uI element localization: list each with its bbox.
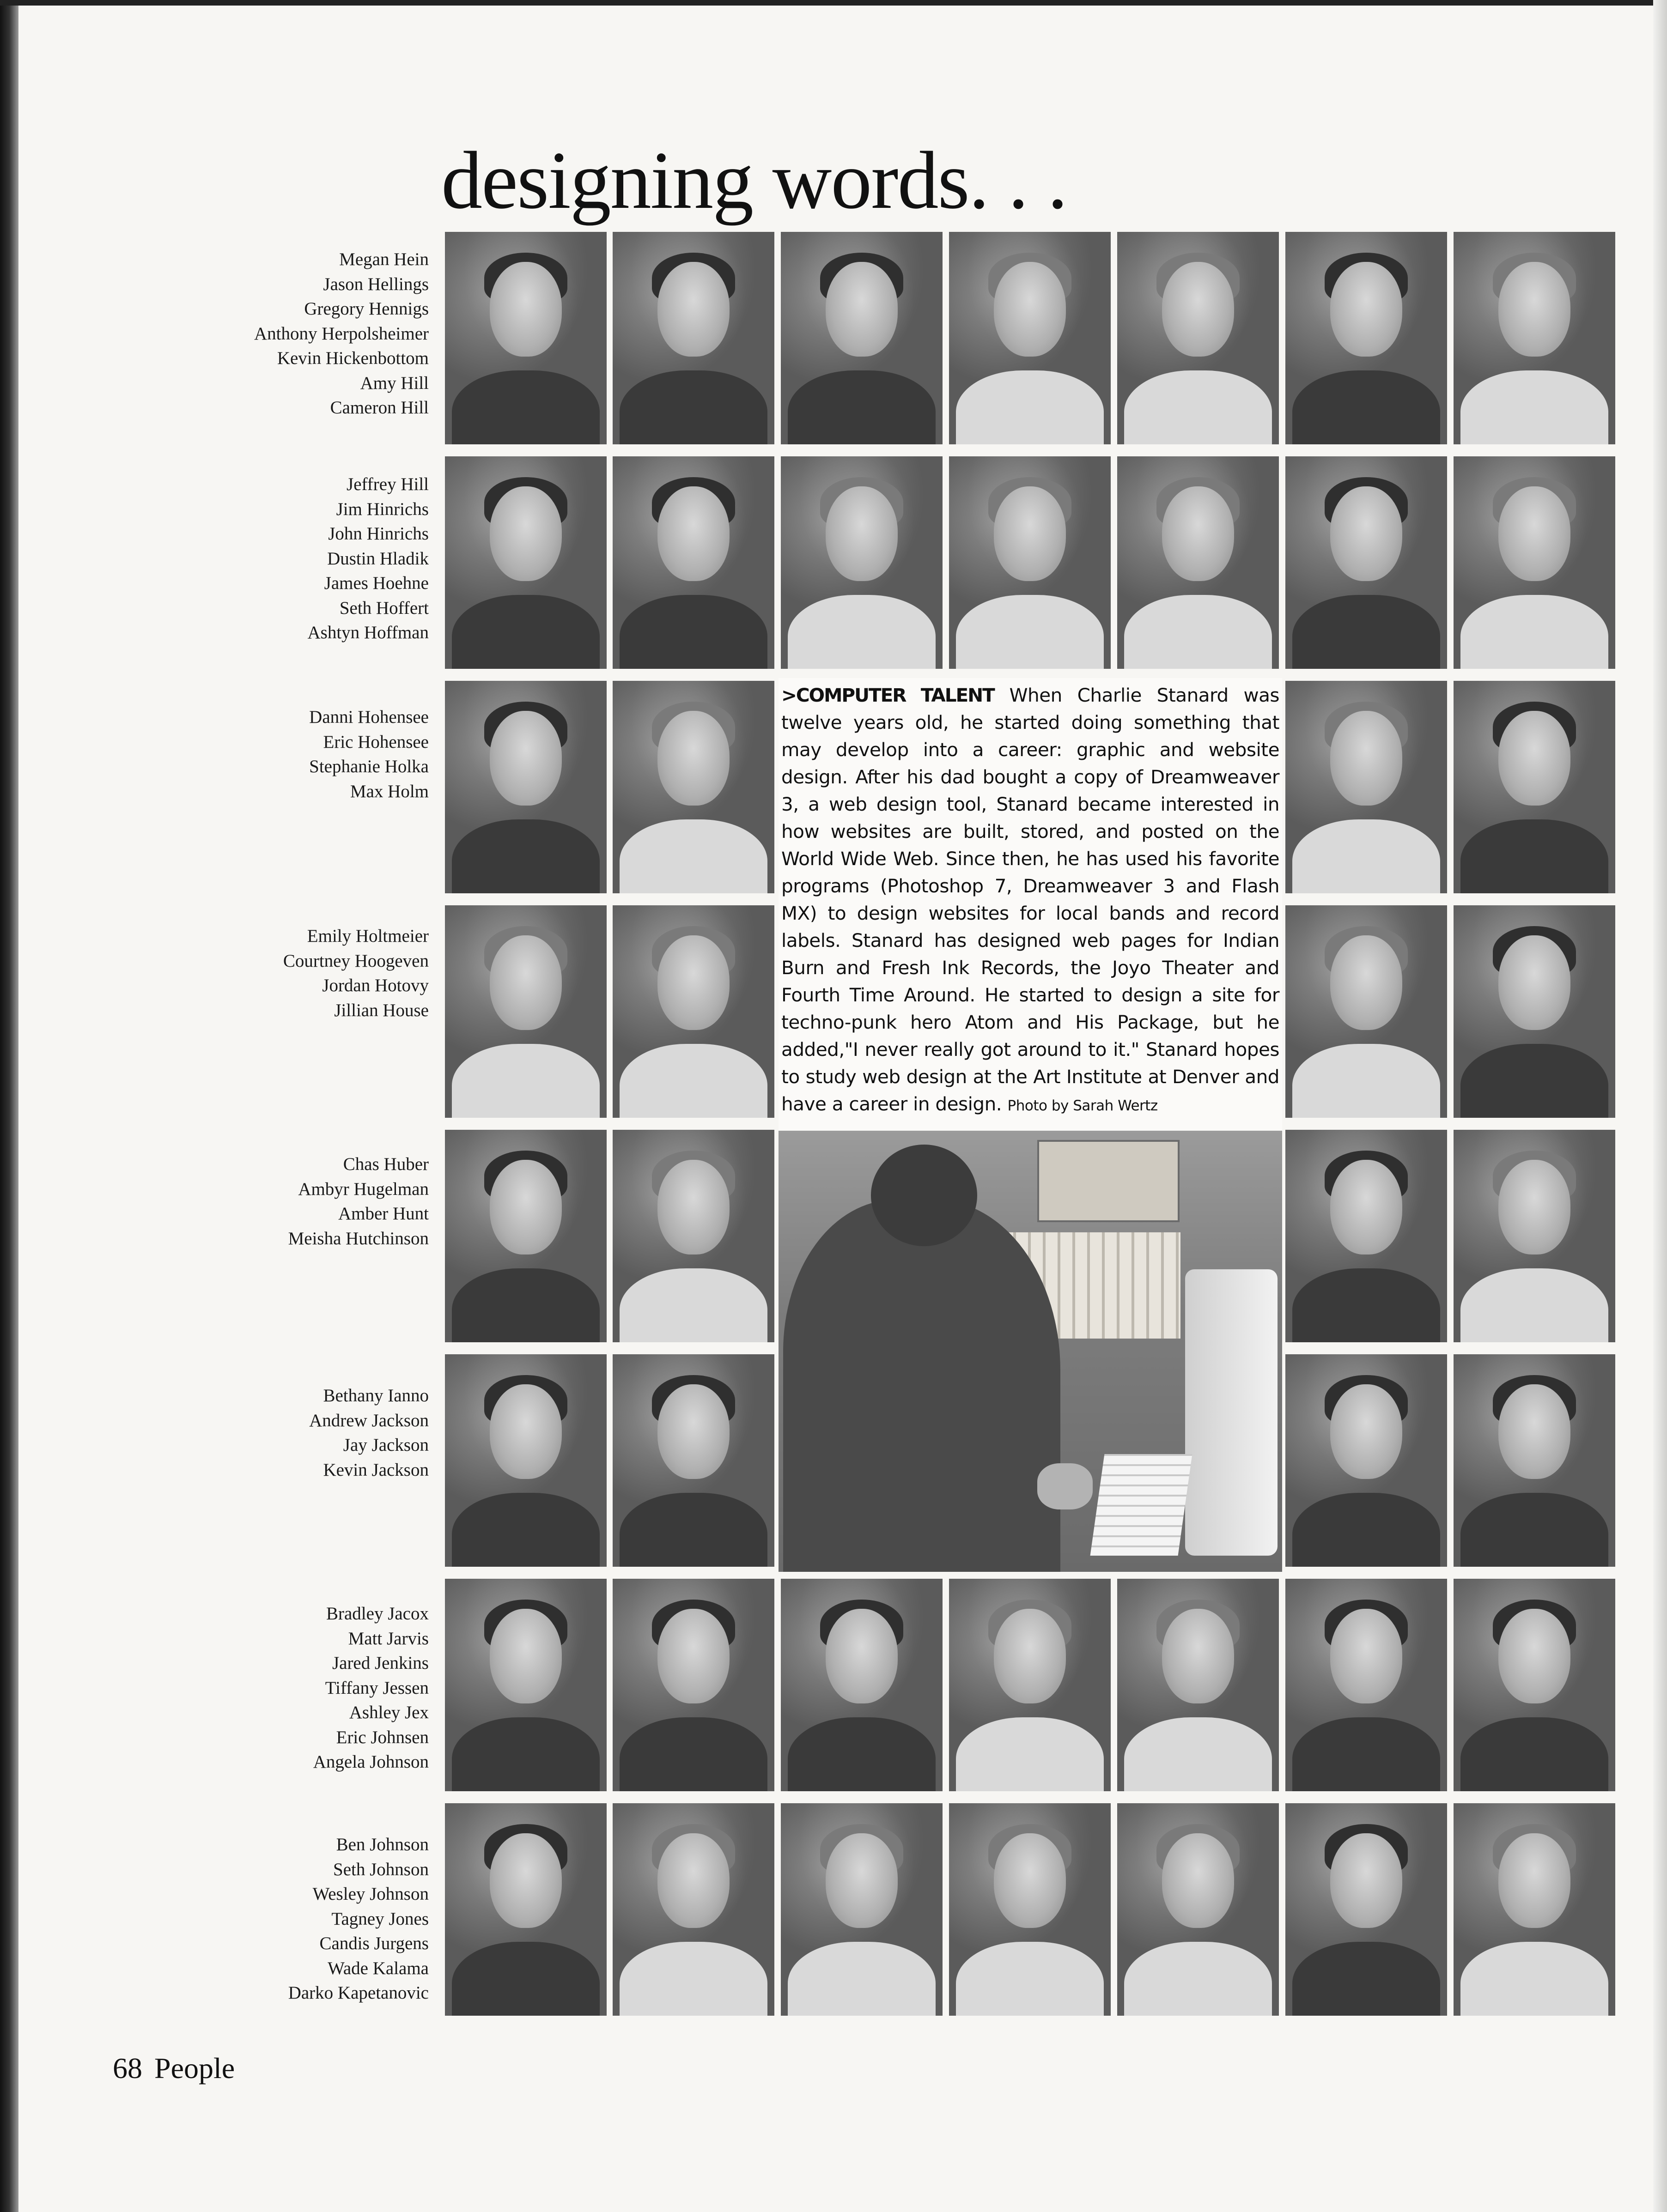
name-list-6 <box>185 1383 429 1482</box>
student-portrait <box>1454 1803 1615 2016</box>
student-name: Cameron Hill <box>330 398 429 418</box>
student-name: John Hinrichs <box>328 524 429 544</box>
student-name: Kevin Jackson <box>323 1460 429 1480</box>
student-name: Candis Jurgens <box>319 1933 429 1953</box>
student-name: Megan Hein <box>339 249 429 269</box>
name-list-5 <box>185 1152 429 1251</box>
student-name: Amy Hill <box>360 373 429 393</box>
section-name: People <box>154 2052 235 2085</box>
student-name: Jay Jackson <box>343 1435 429 1455</box>
student-name: Ben Johnson <box>336 1835 429 1854</box>
student-portrait <box>613 905 774 1118</box>
name-list-4 <box>185 924 429 1023</box>
student-portrait <box>613 1579 774 1791</box>
feature-photo <box>779 1131 1282 1572</box>
student-portrait <box>613 1803 774 2016</box>
student-name: Eric Hohensee <box>323 732 429 752</box>
student-portrait <box>1117 456 1279 669</box>
student-name: Dustin Hladik <box>327 548 429 569</box>
student-portrait <box>613 1354 774 1567</box>
student-name: Jeffrey Hill <box>347 474 429 494</box>
student-name: Jordan Hotovy <box>322 976 429 995</box>
computer-monitor <box>1185 1269 1278 1556</box>
student-portrait <box>445 456 607 669</box>
name-list-8 <box>185 1832 429 2006</box>
page-edge <box>1653 0 1667 2212</box>
student-name: Wade Kalama <box>328 1958 429 1978</box>
student-portrait <box>949 1579 1111 1791</box>
student-name: Seth Johnson <box>333 1859 429 1879</box>
student-name: Chas Huber <box>343 1154 429 1174</box>
student-portrait <box>1285 1130 1447 1342</box>
student-name: Andrew Jackson <box>309 1410 429 1430</box>
student-name: Jim Hinrichs <box>336 499 429 519</box>
student-name: Eric Johnsen <box>336 1727 429 1747</box>
student-portrait <box>781 232 943 444</box>
student-name: Jason Hellings <box>323 274 429 294</box>
student-name: Stephanie Holka <box>309 757 429 776</box>
name-list-7 <box>185 1601 429 1775</box>
student-name: Anthony Herpolsheimer <box>254 323 429 344</box>
student-name: Emily Holtmeier <box>307 926 429 946</box>
student-portrait <box>949 1803 1111 2016</box>
student-portrait <box>1285 1803 1447 2016</box>
student-portrait <box>445 1803 607 2016</box>
student-portrait <box>1285 456 1447 669</box>
student-portrait <box>1285 1354 1447 1567</box>
student-name: Danni Hohensee <box>309 707 429 727</box>
student-portrait <box>1454 1130 1615 1342</box>
student-portrait <box>1285 681 1447 893</box>
student-portrait <box>445 1354 607 1567</box>
student-name: Bradley Jacox <box>326 1604 429 1624</box>
student-name: Darko Kapetanovic <box>288 1983 429 2003</box>
feature-kicker: >COMPUTER TALENT <box>781 684 994 706</box>
student-name: Jillian House <box>334 1000 429 1020</box>
student-name: Ambyr Hugelman <box>298 1179 429 1199</box>
student-portrait <box>1285 905 1447 1118</box>
student-portrait <box>1117 1579 1279 1791</box>
student-name: Angela Johnson <box>313 1752 429 1772</box>
student-name: Seth Hoffert <box>339 598 429 618</box>
student-portrait <box>1454 456 1615 669</box>
student-name: Ashtyn Hoffman <box>307 623 429 642</box>
name-list-3 <box>185 705 429 804</box>
student-portrait <box>781 1579 943 1791</box>
student-portrait <box>949 456 1111 669</box>
student-portrait <box>1117 1803 1279 2016</box>
student-portrait <box>1454 905 1615 1118</box>
book-binding-shadow <box>0 0 18 2212</box>
student-portrait <box>781 1803 943 2016</box>
feature-story: When Charlie Stanard was twelve years old, he started doing something that may develop into a career: graphic and website design. After his dad bought a copy of Dreamweaver 3, a web design tool, Stanard became interested in how websites are built, stored, and posted on the World Wide Web. Since then, he has used his favorite programs (Photoshop 7, Dreamweaver 3 and Flash MX) to design websites for local bands and record labels. Stanard has designed web pages for Indian Burn and Fresh Ink Records, the Joyo Theater and Fourth Time Around. He started to design a site for techno-punk hero Atom and His Package, but he added,"I never really got around to it." Stanard hopes to study web design at the Art Institute at Denver and have a career in design. <box>781 684 1280 1115</box>
student-portrait <box>1454 1354 1615 1567</box>
name-list-2 <box>185 472 429 645</box>
student-name: Max Holm <box>350 781 429 801</box>
student-name: Matt Jarvis <box>348 1628 429 1648</box>
student-head <box>871 1145 977 1246</box>
student-portrait <box>445 1130 607 1342</box>
student-portrait <box>613 456 774 669</box>
student-name: Meisha Hutchinson <box>288 1228 429 1248</box>
student-portrait <box>1285 1579 1447 1791</box>
student-name: Gregory Hennigs <box>304 299 429 319</box>
name-list-1 <box>185 247 429 420</box>
student-name: Tiffany Jessen <box>325 1678 429 1698</box>
page-top-edge <box>0 0 1667 6</box>
bulletin-board <box>1037 1140 1180 1222</box>
feature-caption <box>779 678 1282 1131</box>
photo-credit: Photo by Sarah Wertz <box>1007 1097 1158 1114</box>
page-title: designing words. . . <box>441 134 1067 226</box>
student-name: Amber Hunt <box>338 1204 429 1224</box>
student-name: Ashley Jex <box>349 1703 429 1722</box>
computer-keyboard <box>1090 1454 1192 1556</box>
page-footer <box>113 2050 235 2087</box>
student-portrait <box>613 232 774 444</box>
student-portrait <box>445 1579 607 1791</box>
student-name: Wesley Johnson <box>312 1884 429 1904</box>
student-portrait <box>1454 681 1615 893</box>
page-number: 68 <box>113 2052 142 2085</box>
student-at-computer <box>783 1200 1060 1572</box>
feature-story-paragraph <box>779 678 1282 1120</box>
student-portrait <box>1117 232 1279 444</box>
student-portrait <box>1454 1579 1615 1791</box>
student-name: Kevin Hickenbottom <box>277 348 429 368</box>
student-name: Jared Jenkins <box>332 1653 429 1673</box>
student-portrait <box>613 1130 774 1342</box>
student-name: Courtney Hoogeven <box>283 951 429 971</box>
student-name: Bethany Ianno <box>323 1386 429 1406</box>
student-portrait <box>781 456 943 669</box>
student-portrait <box>949 232 1111 444</box>
student-portrait <box>1454 232 1615 444</box>
student-portrait <box>613 681 774 893</box>
student-name: Tagney Jones <box>331 1909 429 1929</box>
student-portrait <box>1285 232 1447 444</box>
student-portrait <box>445 681 607 893</box>
student-portrait <box>445 905 607 1118</box>
student-portrait <box>445 232 607 444</box>
typing-hand <box>1037 1463 1093 1509</box>
student-name: James Hoehne <box>324 573 429 593</box>
